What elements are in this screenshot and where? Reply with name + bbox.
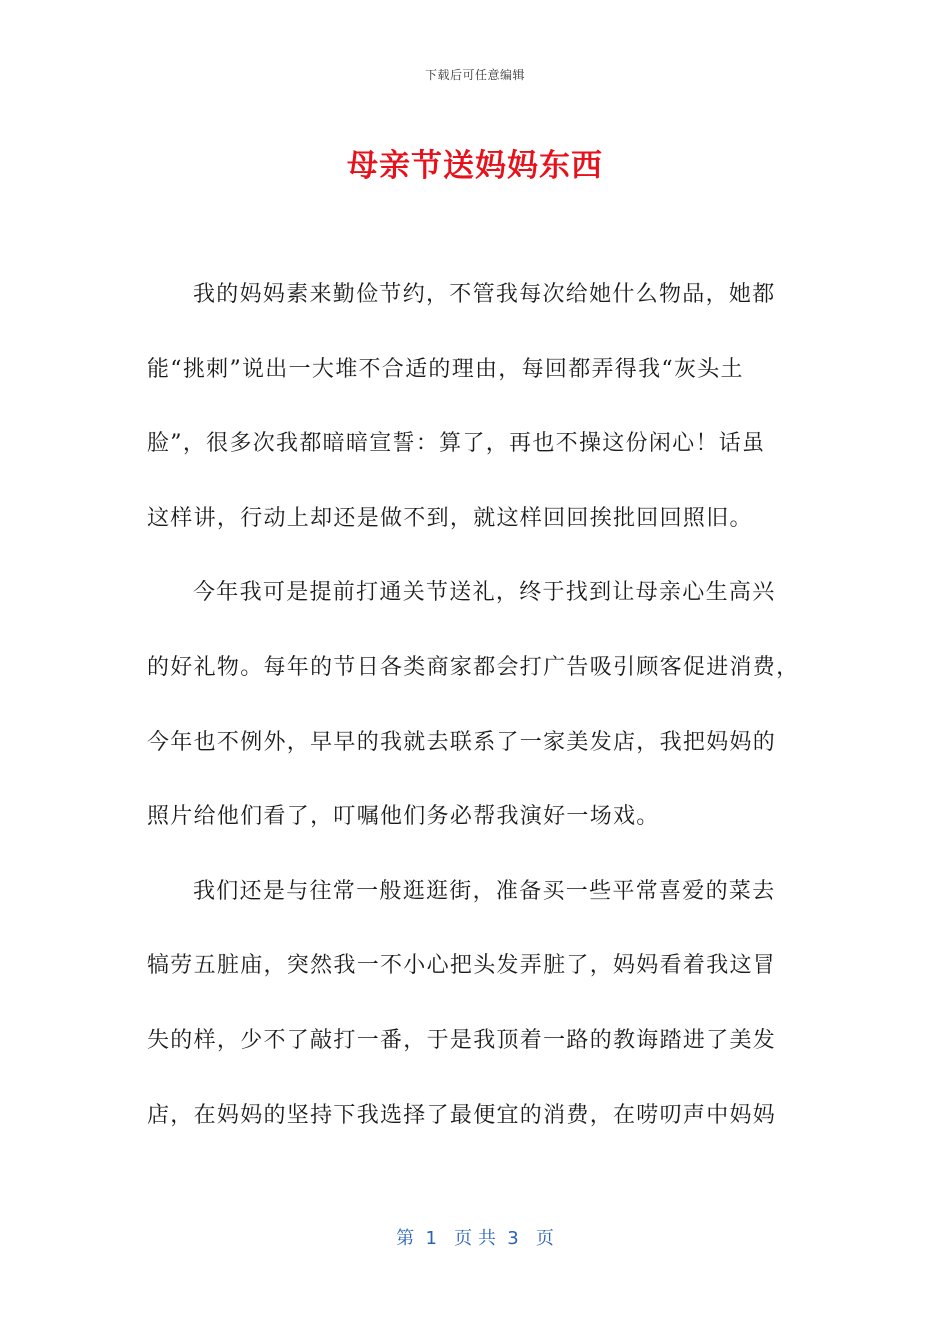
paragraph-line: 今年我可是提前打通关节送礼，终于找到让母亲心生高兴 bbox=[193, 580, 776, 606]
paragraph-line: 失的样，少不了敲打一番，于是我顶着一路的教诲踏进了美发 bbox=[147, 1027, 777, 1053]
paragraph-line: 照片给他们看了，叮嘱他们务必帮我演好一场戏。 bbox=[147, 804, 660, 830]
document-body bbox=[147, 272, 807, 1167]
paragraph-line: 犒劳五脏庙，突然我一不小心把头发弄脏了，妈妈看着我这冒 bbox=[147, 953, 777, 979]
paragraph-line: 今年也不例外，早早的我就去联系了一家美发店，我把妈妈的 bbox=[147, 729, 777, 755]
paragraph-line: 的好礼物。每年的节日各类商家都会打广告吸引顾客促进消费， bbox=[147, 654, 800, 680]
paragraph-line: 我的妈妈素来勤俭节约，不管我每次给她什么物品，她都 bbox=[193, 282, 776, 307]
paragraph-line: 能“挑刺”说出一大堆不合适的理由，每回都弄得我“灰头土 bbox=[147, 356, 744, 382]
page-number-footer: 第 1 页 共 3 页 bbox=[396, 1228, 554, 1249]
header-note: 下载后可任意编辑 bbox=[424, 68, 525, 82]
paragraph-line: 这样讲，行动上却还是做不到，就这样回回挨批回回照旧。 bbox=[147, 505, 753, 531]
paragraph-line: 我们还是与往常一般逛逛街，准备买一些平常喜爱的菜去 bbox=[193, 878, 776, 904]
document-title: 母亲节送妈妈东西 bbox=[347, 148, 603, 184]
paragraph-line: 脸”，很多次我都暗暗宣誓：算了，再也不操这份闲心！话虽 bbox=[147, 431, 766, 457]
paragraph-line: 店，在妈妈的坚持下我选择了最便宜的消费，在唠叨声中妈妈 bbox=[147, 1102, 777, 1128]
